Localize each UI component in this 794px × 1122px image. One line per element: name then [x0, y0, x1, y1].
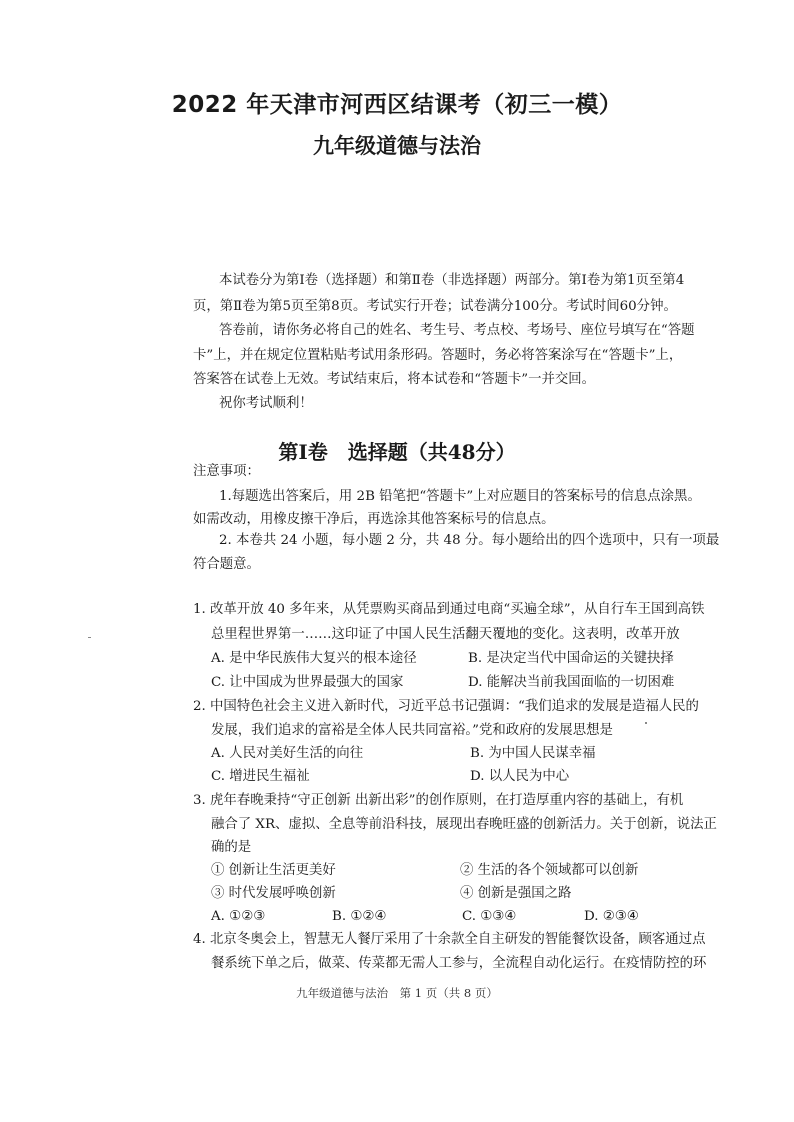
question-1-option-a: A. 是中华民族伟大复兴的根本途径 [211, 651, 417, 666]
question-2-option-c: C. 增进民生福祉 [211, 769, 310, 784]
question-2-stem: 2. 中国特色社会主义进入新时代，习近平总书记强调：“我们追求的发展是造福人民的 [193, 699, 699, 714]
notice-line: 2. 本卷共 24 小题，每小题 2 分，共 48 分。每小题给出的四个选项中，只有一项最 [219, 533, 720, 548]
question-2-option-d: D. 以人民为中心 [470, 769, 570, 784]
intro-line: 页，第Ⅱ卷为第5页至第8页。考试实行开卷；试卷满分100分。考试时间60分钟。 [193, 299, 677, 314]
subject-title: 九年级道德与法治 [313, 134, 481, 158]
question-2-option-a: A. 人民对美好生活的向往 [211, 746, 364, 761]
notice-line: 符合题意。 [193, 557, 260, 572]
question-2-stem: 发展，我们追求的富裕是全体人民共同富裕。”党和政府的发展思想是 [211, 723, 613, 738]
question-3-stem: 确的是 [211, 840, 252, 855]
question-4-stem: 4. 北京冬奥会上，智慧无人餐厅采用了十余款全自主研发的智能餐饮设备，顾客通过点 [193, 932, 706, 947]
question-1-stem: 1. 改革开放 40 多年来，从凭票购买商品到通过电商“买遍全球”，从自行车王国到高铁 [193, 602, 705, 617]
question-3-option-a: A. ①②③ [211, 909, 266, 924]
page-footer: 九年级道德与法治 第 1 页（共 8 页） [296, 986, 498, 1000]
question-3-option-c: C. ①③④ [462, 909, 517, 924]
intro-line: 答卷前，请你务必将自己的姓名、考生号、考点校、考场号、座位号填写在“答题 [219, 323, 695, 338]
question-3-statement-4: ④ 创新是强国之路 [460, 886, 572, 901]
question-3-stem: 3. 虎年春晚秉持“守正创新 出新出彩”的创作原则，在打造厚重内容的基础上，有机 [193, 793, 684, 808]
intro-line: 本试卷分为第Ⅰ卷（选择题）和第Ⅱ卷（非选择题）两部分。第Ⅰ卷为第1页至第4 [219, 273, 685, 288]
question-3-statement-1: ① 创新让生活更美好 [211, 863, 336, 878]
notice-label: 注意事项： [193, 464, 260, 479]
scan-speck [645, 722, 647, 724]
question-1-option-b: B. 是决定当代中国命运的关键抉择 [468, 651, 674, 666]
question-3-stem: 融合了 XR、虚拟、全息等前沿科技，展现出春晚旺盛的创新活力。关于创新，说法正 [211, 817, 717, 832]
exam-title: 2022 年天津市河西区结课考（初三一模） [171, 92, 623, 118]
question-3-statement-3: ③ 时代发展呼唤创新 [211, 886, 336, 901]
intro-line: 卡”上，并在规定位置粘贴考试用条形码。答题时，务必将答案涂写在“答题卡”上， [193, 348, 683, 363]
question-1-stem: 总里程世界第一……这印证了中国人民生活翻天覆地的变化。这表明，改革开放 [211, 627, 680, 642]
notice-line: 1.每题选出答案后，用 2B 铅笔把“答题卡”上对应题目的答案标号的信息点涂黑。 [219, 489, 701, 504]
question-3-statement-2: ② 生活的各个领域都可以创新 [460, 863, 639, 878]
intro-line: 答案答在试卷上无效。考试结束后，将本试卷和“答题卡”一并交回。 [193, 372, 596, 387]
question-2-option-b: B. 为中国人民谋幸福 [470, 746, 596, 761]
question-3-option-d: D. ②③④ [584, 909, 639, 924]
greeting: 祝你考试顺利！ [219, 396, 313, 411]
question-1-option-d: D. 能解决当前我国面临的一切困难 [468, 675, 675, 690]
section-title: 第Ⅰ卷 选择题（共48分） [278, 440, 516, 464]
question-3-option-b: B. ①②④ [332, 909, 387, 924]
question-4-stem: 餐系统下单之后，做菜、传菜都无需人工参与，全流程自动化运行。在疫情防控的环 [211, 956, 707, 971]
notice-line: 如需改动，用橡皮擦干净后，再选涂其他答案标号的信息点。 [193, 512, 555, 527]
scan-speck [88, 637, 91, 638]
question-1-option-c: C. 让中国成为世界最强大的国家 [211, 675, 404, 690]
